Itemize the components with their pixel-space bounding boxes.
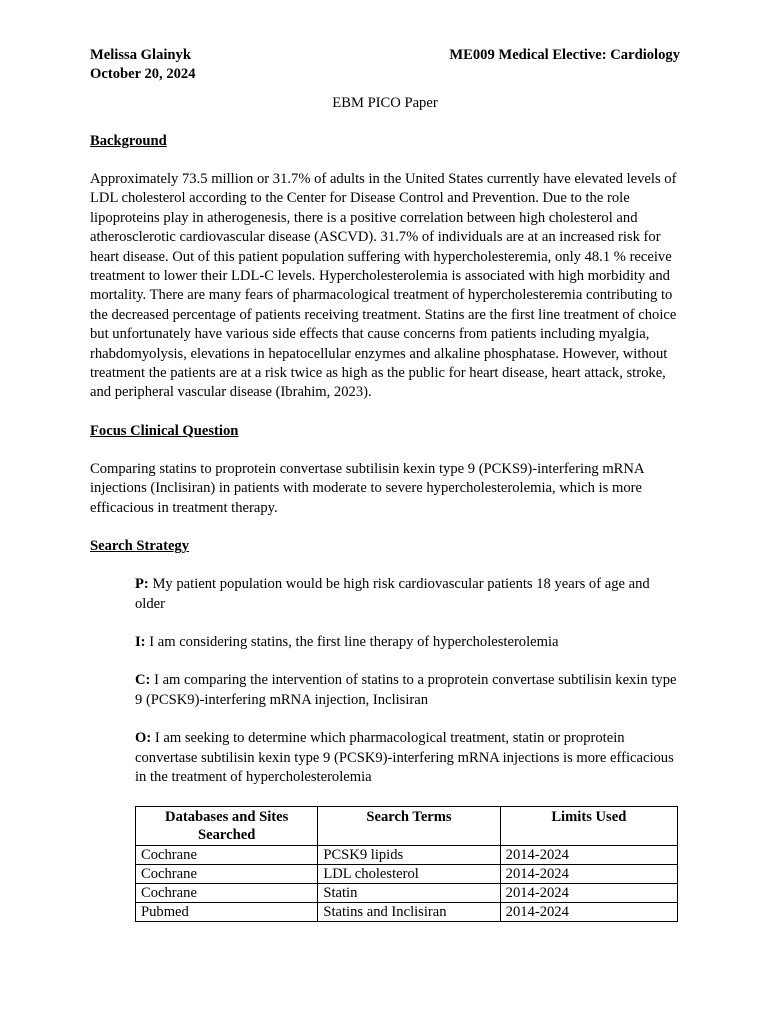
- pico-text: My patient population would be high risk cardiovascular patients 18 years of age and older: [135, 576, 650, 612]
- pico-text: I am comparing the intervention of statins to a proprotein convertase subtilisin kexin type 9 (PCSK9)-interfering mRNA injection, Inclisiran: [135, 672, 677, 708]
- document-header: [90, 46, 680, 84]
- table-cell: 2014-2024: [500, 846, 677, 865]
- table-cell: Cochrane: [136, 846, 318, 865]
- author-block: [90, 46, 196, 84]
- search-table: [135, 806, 678, 922]
- page-title: EBM PICO Paper: [332, 95, 438, 111]
- table-row: [136, 903, 678, 922]
- table-cell: Cochrane: [136, 865, 318, 884]
- table-row: [136, 846, 678, 865]
- background-heading: Background: [90, 133, 167, 149]
- table-row: [136, 884, 678, 903]
- pico-text: I am seeking to determine which pharmacological treatment, statin or proprotein convertase subtilisin kexin type 9 (PCSK9)-interfering mRNA injections is more efficacious in the treatment of hypercholesterolemia: [135, 730, 674, 785]
- table-header-row: [136, 807, 678, 846]
- table-cell: Pubmed: [136, 903, 318, 922]
- document-date: October 20, 2024: [90, 66, 196, 82]
- table-cell: 2014-2024: [500, 865, 677, 884]
- document-page: [90, 46, 680, 922]
- pico-item-c: [135, 671, 680, 710]
- table-cell: Statins and Inclisiran: [318, 903, 500, 922]
- table-cell: PCSK9 lipids: [318, 846, 500, 865]
- pico-item-p: [135, 575, 680, 614]
- pico-text: I am considering statins, the first line therapy of hypercholesterolemia: [149, 633, 559, 650]
- pico-item-i: [135, 633, 680, 652]
- pico-item-o: [135, 729, 680, 787]
- background-paragraph: Approximately 73.5 million or 31.7% of adults in the United States currently have elevated levels of LDL cholesterol according to the Center for Disease Control and Prevention. Due to the role lipoproteins play in atherogenesis, there is a positive correlation between high cholesterol and atherosclerotic cardiovascular disease (ASCVD). 31.7% of individuals are at an increased risk for heart disease. Out of this patient population suffering with hypercholesteremia, only 48.1 % receive treatment to lower their LDL-C levels. Hypercholesterolemia is associated with high morbidity and mortality. There are many fears of pharmacological treatment of hypercholesteremia contributing to the decreased percentage of patients receiving treatment. Statins are the first line treatment of choice but unfortunately have various side effects that cause concerns from patients including myalgia, rhabdomyolysis, elevations in hepatocellular enzymes and alkaline phosphatase. However, without treatment the patients are at a risk twice as high as the public for heart disease, heart attack, stroke, and peripheral vascular disease (Ibrahim, 2023).: [90, 171, 677, 401]
- pico-letter: C:: [135, 672, 151, 689]
- focus-question-paragraph: Comparing statins to proprotein convertase subtilisin kexin type 9 (PCKS9)-interfering mRNA injections (Inclisiran) in patients with moderate to severe hypercholesterolemia, which is more efficacious in treatment therapy.: [90, 460, 644, 516]
- pico-letter: P:: [135, 576, 149, 593]
- table-cell: Statin: [318, 884, 500, 903]
- table-row: [136, 865, 678, 884]
- column-header-search-terms: Search Terms: [318, 807, 500, 846]
- table-cell: LDL cholesterol: [318, 865, 500, 884]
- search-strategy-heading: Search Strategy: [90, 538, 190, 555]
- author-name: Melissa Glainyk: [90, 47, 191, 63]
- table-cell: 2014-2024: [500, 884, 677, 903]
- table-cell: Cochrane: [136, 884, 318, 903]
- course-title: ME009 Medical Elective: Cardiology: [449, 47, 680, 63]
- pico-letter: I:: [135, 633, 146, 650]
- pico-letter: O:: [135, 730, 152, 747]
- table-cell: 2014-2024: [500, 903, 677, 922]
- focus-question-heading: Focus Clinical Question: [90, 422, 239, 439]
- column-header-databases: Databases and Sites Searched: [136, 807, 318, 846]
- column-header-limits: Limits Used: [500, 807, 677, 846]
